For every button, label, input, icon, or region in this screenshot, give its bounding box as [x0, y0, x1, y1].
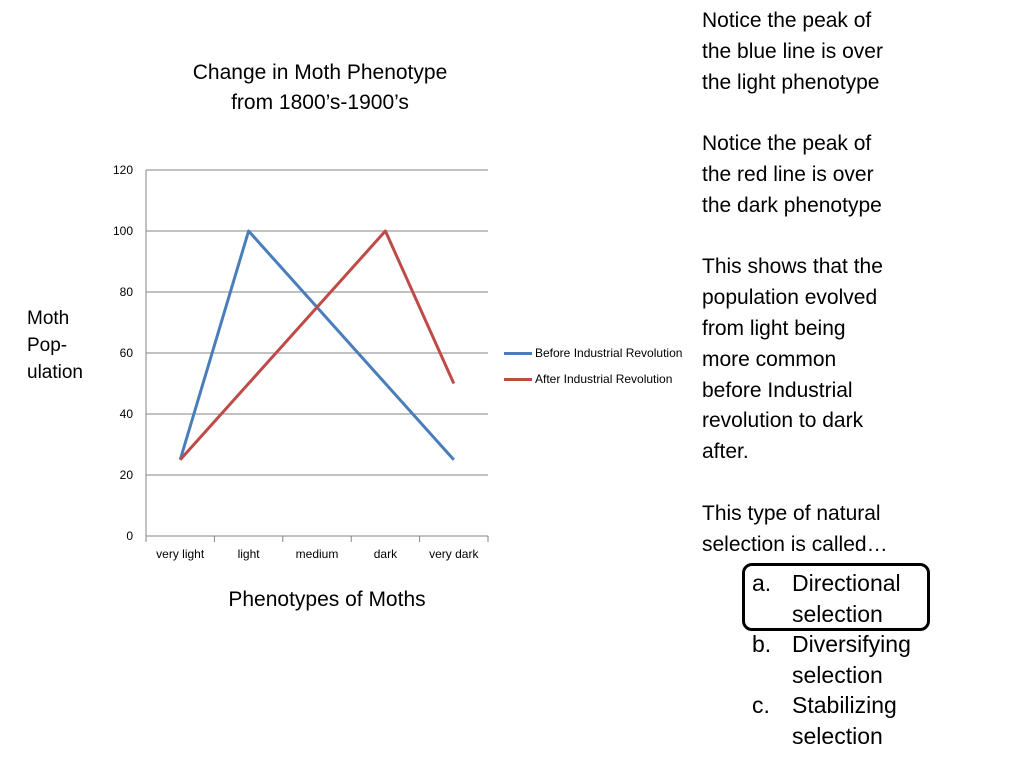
y-tick-label: 120 — [112, 163, 133, 177]
y-tick-label: 100 — [112, 224, 133, 238]
legend-swatch-before — [504, 352, 532, 355]
x-tick-label: very dark — [429, 547, 479, 561]
option-b[interactable] — [752, 629, 952, 690]
legend-item-before — [504, 346, 682, 360]
option-b-letter: b. — [752, 631, 772, 657]
option-c-text: Stabilizing selection — [792, 692, 897, 749]
y-tick-label: 60 — [119, 346, 133, 360]
note-conclusion: This shows that the population evolved from light being more common before Industrial revolution to dark after. — [702, 255, 883, 464]
option-c-letter: c. — [752, 692, 770, 718]
note-question: This type of natural selection is called… — [702, 501, 888, 556]
option-a[interactable] — [752, 568, 952, 629]
x-tick-label: dark — [373, 547, 398, 561]
x-tick-label: light — [237, 547, 260, 561]
legend-item-after — [504, 372, 672, 386]
option-a-letter: a. — [752, 570, 772, 596]
legend-label-after: After Industrial Revolution — [535, 372, 673, 386]
series-line-after — [180, 231, 454, 460]
series-line-before — [180, 231, 454, 460]
x-tick-label: very light — [156, 547, 205, 561]
notes-panel — [702, 6, 917, 591]
option-c[interactable] — [752, 690, 952, 751]
option-b-text: Diversifying selection — [792, 631, 911, 688]
y-tick-label: 20 — [119, 468, 133, 482]
x-tick-label: medium — [295, 547, 339, 561]
note-blue-peak: Notice the peak of the blue line is over the light phenotype — [702, 9, 883, 94]
note-red-peak: Notice the peak of the red line is over the dark phenotype — [702, 132, 882, 217]
legend-label-before: Before Industrial Revolution — [535, 346, 683, 360]
y-tick-label: 40 — [119, 407, 133, 421]
answer-options — [752, 568, 952, 751]
y-tick-label: 80 — [119, 285, 133, 299]
legend-swatch-after — [504, 378, 532, 381]
chart-title: Change in Moth Phenotype from 1800’s-1900’s — [192, 61, 448, 114]
y-axis-label: Moth Pop- ulation — [27, 308, 83, 383]
y-tick-label: 0 — [126, 529, 133, 543]
option-a-text: Directional selection — [792, 570, 901, 627]
x-axis-label: Phenotypes of Moths — [228, 588, 426, 611]
